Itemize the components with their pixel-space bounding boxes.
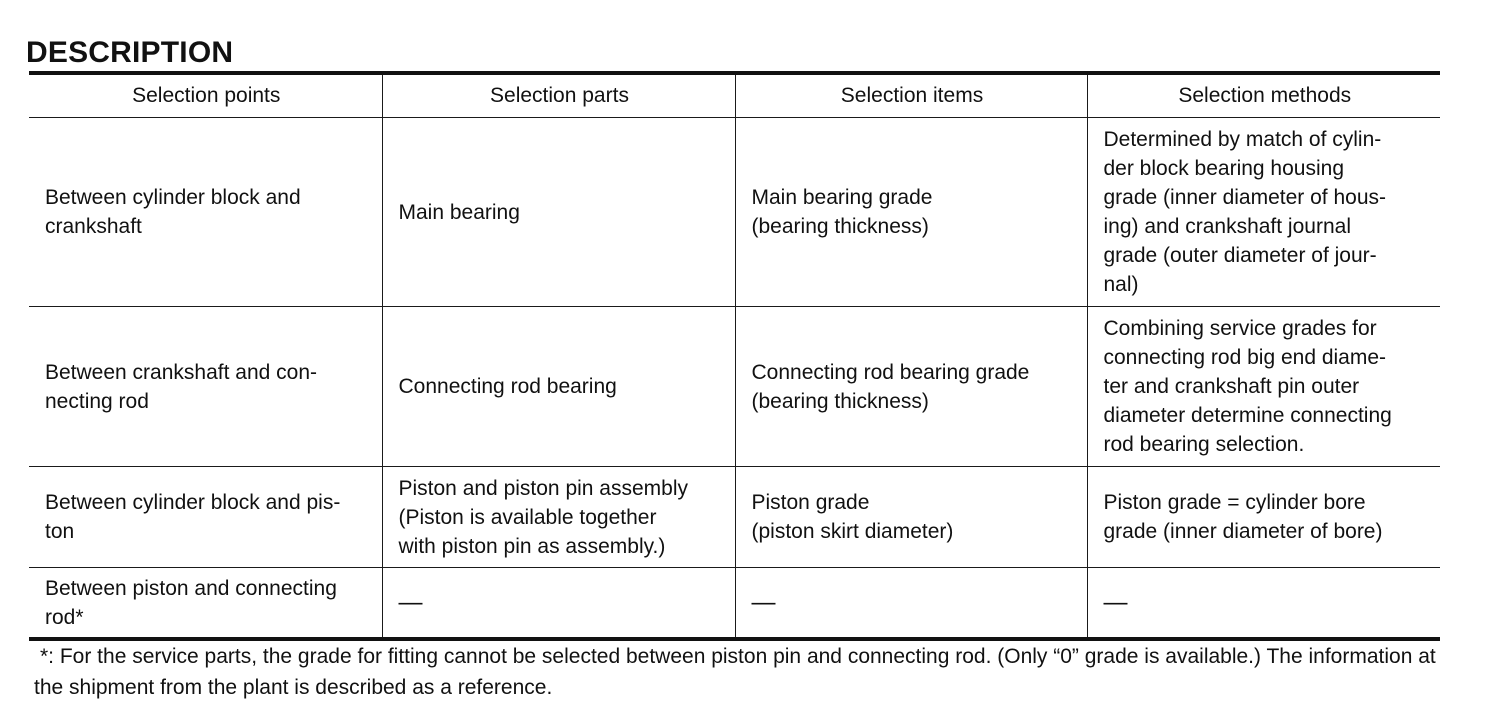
cell-selection-point (29, 568, 382, 640)
header-selection-methods: Selection methods (1087, 73, 1440, 118)
table-row (29, 118, 1440, 307)
header-selection-parts: Selection parts (382, 73, 735, 118)
table-row (29, 568, 1440, 640)
table-row (29, 467, 1440, 568)
cell-selection-part (382, 467, 735, 568)
cell-selection-method (1087, 307, 1440, 467)
cell-text: Piston grade = cylinder bore grade (inner diameter of bore) (1103, 491, 1383, 543)
cell-text: Connecting rod bearing grade (bearing thickness) (751, 360, 1030, 413)
cell-text: Between crankshaft and con- necting rod (45, 360, 317, 413)
cell-text: Between cylinder block and crankshaft (45, 186, 301, 238)
cell-text: Between cylinder block and pis- ton (45, 491, 341, 543)
cell-selection-part-dash: — (382, 568, 735, 640)
section-heading: DESCRIPTION (26, 36, 234, 69)
cell-selection-part (382, 118, 735, 307)
cell-selection-point (29, 307, 382, 467)
cell-selection-item (735, 467, 1087, 568)
cell-text: Combining service grades for connecting rod big end diame- ter and crankshaft pin outer diameter determine connecting rod bearing selection. (1103, 317, 1392, 456)
cell-selection-method (1087, 118, 1440, 307)
table-header-row (29, 73, 1440, 118)
cell-selection-method (1087, 467, 1440, 568)
header-selection-items: Selection items (735, 73, 1087, 118)
cell-selection-part (382, 307, 735, 467)
cell-text: Between piston and connecting rod* (45, 576, 337, 629)
table-row (29, 307, 1440, 467)
cell-text: Piston grade (piston skirt diameter) (751, 491, 954, 543)
cell-text: Main bearing grade (bearing thickness) (751, 186, 933, 238)
cell-selection-item (735, 118, 1087, 307)
cell-selection-point (29, 118, 382, 307)
cell-text: Determined by match of cylin- der block bearing housing grade (inner diameter of hous- ing) and crankshaft journal grade (outer diameter of jour- nal) (1103, 128, 1386, 296)
cell-selection-method-dash: — (1087, 568, 1440, 640)
cell-selection-point (29, 467, 382, 568)
cell-selection-item (735, 307, 1087, 467)
cell-text: Connecting rod bearing (398, 375, 617, 398)
cell-selection-item-dash: — (735, 568, 1087, 640)
footnote: *: For the service parts, the grade for fitting cannot be selected between piston pin and connecting rod. (Only “0” grade is available.) The information at the shipment from the plant is described as a reference. (34, 645, 1436, 699)
cell-text: Main bearing (398, 200, 520, 224)
selection-table (29, 71, 1440, 641)
cell-text: Piston and piston pin assembly (Piston is available together with piston pin as assembly.) (398, 476, 688, 558)
header-selection-points: Selection points (29, 73, 382, 118)
